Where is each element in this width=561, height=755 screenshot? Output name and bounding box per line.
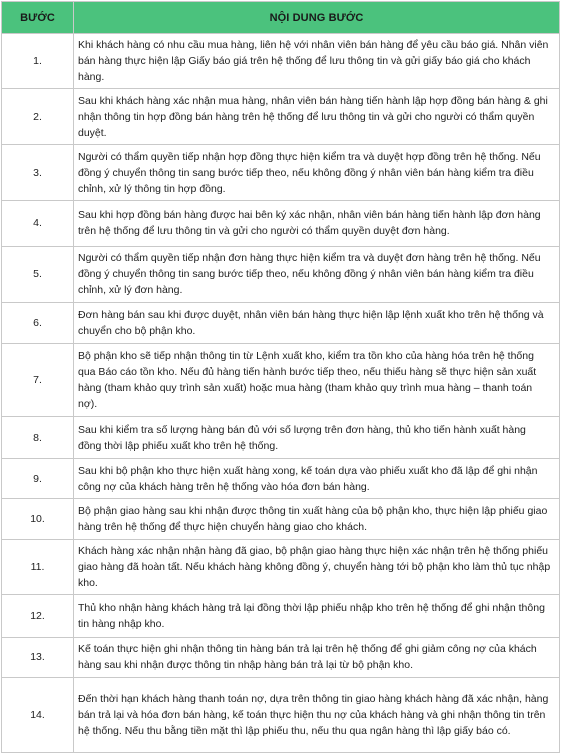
step-number: 4.: [2, 201, 74, 246]
table-header-row: [2, 2, 560, 34]
step-content: Khi khách hàng có nhu cầu mua hàng, liên hệ với nhân viên bán hàng để yêu cầu báo giá. Nhân viên bán hàng thực hiện lập Giấy báo giá trên hệ thống để lưu thông tin và gửi giấy báo giá cho khách hàng.: [74, 34, 560, 89]
table-row: [2, 499, 560, 540]
step-number: 7.: [2, 343, 74, 416]
step-content: Người có thẩm quyền tiếp nhận đơn hàng thực hiện kiểm tra và duyệt đơn hàng trên hệ thống. Nếu đồng ý chuyển thông tin sang bước tiếp theo, nếu không đồng ý nhân viên bán hàng kiểm tra điều chỉnh, xử lý đơn hàng.: [74, 246, 560, 302]
table-row: [2, 89, 560, 145]
table-row: [2, 34, 560, 89]
step-content: Đơn hàng bán sau khi được duyệt, nhân viên bán hàng thực hiện lập lệnh xuất kho trên hệ thống và chuyển cho bộ phận kho.: [74, 302, 560, 343]
step-content: Sau khi hợp đồng bán hàng được hai bên ký xác nhận, nhân viên bán hàng tiến hành lập đơn hàng trên hệ thống để lưu thông tin và gửi cho người có thẩm quyền duyệt đơn hàng.: [74, 201, 560, 246]
step-number: 13.: [2, 637, 74, 677]
step-content: Thủ kho nhận hàng khách hàng trả lại đồng thời lập phiếu nhập kho trên hệ thống để ghi nhận thông tin hàng nhập kho.: [74, 595, 560, 637]
step-number: 6.: [2, 302, 74, 343]
step-number: 2.: [2, 89, 74, 145]
step-number: 3.: [2, 145, 74, 201]
table-row: [2, 201, 560, 246]
table-row: [2, 595, 560, 637]
table-row: [2, 302, 560, 343]
step-number: 10.: [2, 499, 74, 540]
table-row: [2, 343, 560, 416]
step-content: Bộ phận kho sẽ tiếp nhận thông tin từ Lệnh xuất kho, kiểm tra tồn kho của hàng hóa trên hệ thống qua Báo cáo tồn kho. Nếu đủ hàng tiến hành bước tiếp theo, nếu thiếu hàng sẽ thực hiện sản xuất hàng (tham khảo quy trình sản xuất) hoặc mua hàng (tham khảo quy trình mua hàng – thanh toán nợ).: [74, 343, 560, 416]
step-content: Kế toán thực hiện ghi nhận thông tin hàng bán trả lại trên hệ thống để ghi giảm công nợ của khách hàng sau khi nhận được thông tin nhập hàng bán trả lại từ bộ phận kho.: [74, 637, 560, 677]
step-content: Sau khi bộ phận kho thực hiện xuất hàng xong, kế toán dựa vào phiếu xuất kho đã lập để ghi nhận công nợ của khách hàng trên hệ thống vào hóa đơn bán hàng.: [74, 459, 560, 499]
step-content: Khách hàng xác nhận nhận hàng đã giao, bộ phận giao hàng thực hiện xác nhận trên hệ thống phiếu giao hàng đã hoàn tất. Nếu khách hàng không đồng ý, chuyển hàng tới bộ phận kho làm thủ tục nhập kho.: [74, 540, 560, 595]
step-content: Sau khi khách hàng xác nhận mua hàng, nhân viên bán hàng tiến hành lập hợp đồng bán hàng & ghi nhận thông tin hợp đồng bán hàng trên hệ thống để lưu thông tin và gửi cho người có thẩm quyền duyệt.: [74, 89, 560, 145]
header-step: BƯỚC: [2, 2, 74, 34]
table-row: [2, 677, 560, 752]
step-number: 11.: [2, 540, 74, 595]
header-content: NỘI DUNG BƯỚC: [74, 2, 560, 34]
step-number: 8.: [2, 417, 74, 459]
step-content: Sau khi kiểm tra số lượng hàng bán đủ với số lượng trên đơn hàng, thủ kho tiến hành xuất hàng đồng thời lập phiếu xuất kho trên hệ thống.: [74, 417, 560, 459]
step-content: Đến thời hạn khách hàng thanh toán nợ, dựa trên thông tin giao hàng khách hàng đã xác nhận, hàng bán trả lại và hóa đơn bán hàng, kế toán thực hiện thu nợ của khách hàng và ghi nhận thông tin trên hệ thống. Nếu thu bằng tiền mặt thì lập phiếu thu, nếu thu qua ngân hàng thì lập giấy báo có.: [74, 677, 560, 752]
table-row: [2, 145, 560, 201]
process-steps-table: [1, 1, 560, 753]
step-content: Người có thẩm quyền tiếp nhận hợp đồng thực hiện kiểm tra và duyệt hợp đồng trên hệ thống. Nếu đồng ý chuyển thông tin sang bước tiếp theo, nếu không đồng ý nhân viên bán hàng kiểm tra điều chỉnh, xử lý thông tin hợp đồng.: [74, 145, 560, 201]
step-number: 14.: [2, 677, 74, 752]
table-row: [2, 540, 560, 595]
step-number: 1.: [2, 34, 74, 89]
table-row: [2, 637, 560, 677]
table-row: [2, 459, 560, 499]
step-content: Bộ phận giao hàng sau khi nhận được thông tin xuất hàng của bộ phận kho, thực hiện lập phiếu giao hàng trên hệ thống để thực hiện chuyển hàng giao cho khách.: [74, 499, 560, 540]
step-number: 12.: [2, 595, 74, 637]
table-row: [2, 246, 560, 302]
step-number: 5.: [2, 246, 74, 302]
table-row: [2, 417, 560, 459]
step-number: 9.: [2, 459, 74, 499]
